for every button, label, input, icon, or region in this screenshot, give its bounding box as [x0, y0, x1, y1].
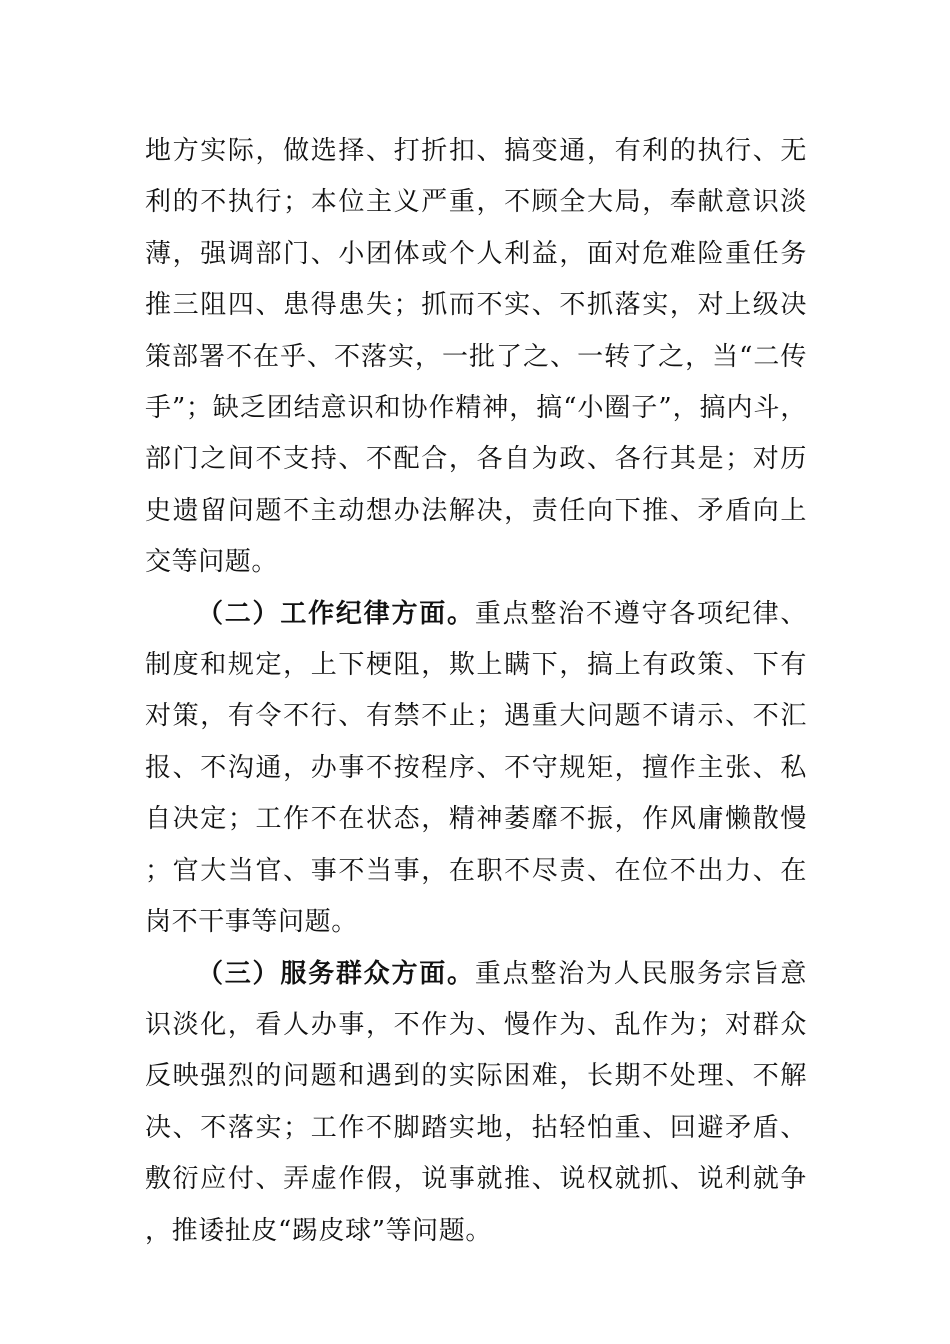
document-page: [145, 126, 807, 1257]
paragraph-2-text: 重点整治不遵守各项纪律、制度和规定，上下梗阻，欺上瞒下，搞上有政策、下有对策，有令不行、有禁不止；遇重大问题不请示、不汇报、不沟通，办事不按程序、不守规矩，擅作主张、私自决定；工作不在状态，精神萎靡不振，作风庸懒散慢；官大当官、事不当事，在职不尽责、在位不出力、在岗不干事等问题。: [145, 598, 807, 938]
paragraph-continuation: [145, 126, 807, 589]
paragraph-1-text: 地方实际，做选择、打折扣、搞变通，有利的执行、无利的不执行；本位主义严重，不顾全大局，奉献意识淡薄，强调部门、小团体或个人利益，面对危难险重任务推三阻四、患得患失；抓而不实、不抓落实，对上级决策部署不在乎、不落实，一批了之、一转了之，当“二传手”；缺乏团结意识和协作精神，搞“小圈子”，搞内斗，部门之间不支持、不配合，各自为政、各行其是；对历史遗留问题不主动想办法解决，责任向下推、矛盾向上交等问题。: [145, 136, 807, 578]
section-heading-serving-masses: （三）服务群众方面。: [197, 958, 475, 989]
section-heading-work-discipline: （二）工作纪律方面。: [197, 598, 475, 629]
paragraph-3-text: 重点整治为人民服务宗旨意识淡化，看人办事，不作为、慢作为、乱作为；对群众反映强烈的问题和遇到的实际困难，长期不处理、不解决、不落实；工作不脚踏实地，拈轻怕重、回避矛盾、敷衍应付、弄虚作假，说事就推、说权就抓、说利就争，推诿扯皮“踢皮球”等问题。: [145, 958, 807, 1246]
paragraph-serving-masses: [145, 949, 807, 1257]
paragraph-work-discipline: [145, 589, 807, 949]
